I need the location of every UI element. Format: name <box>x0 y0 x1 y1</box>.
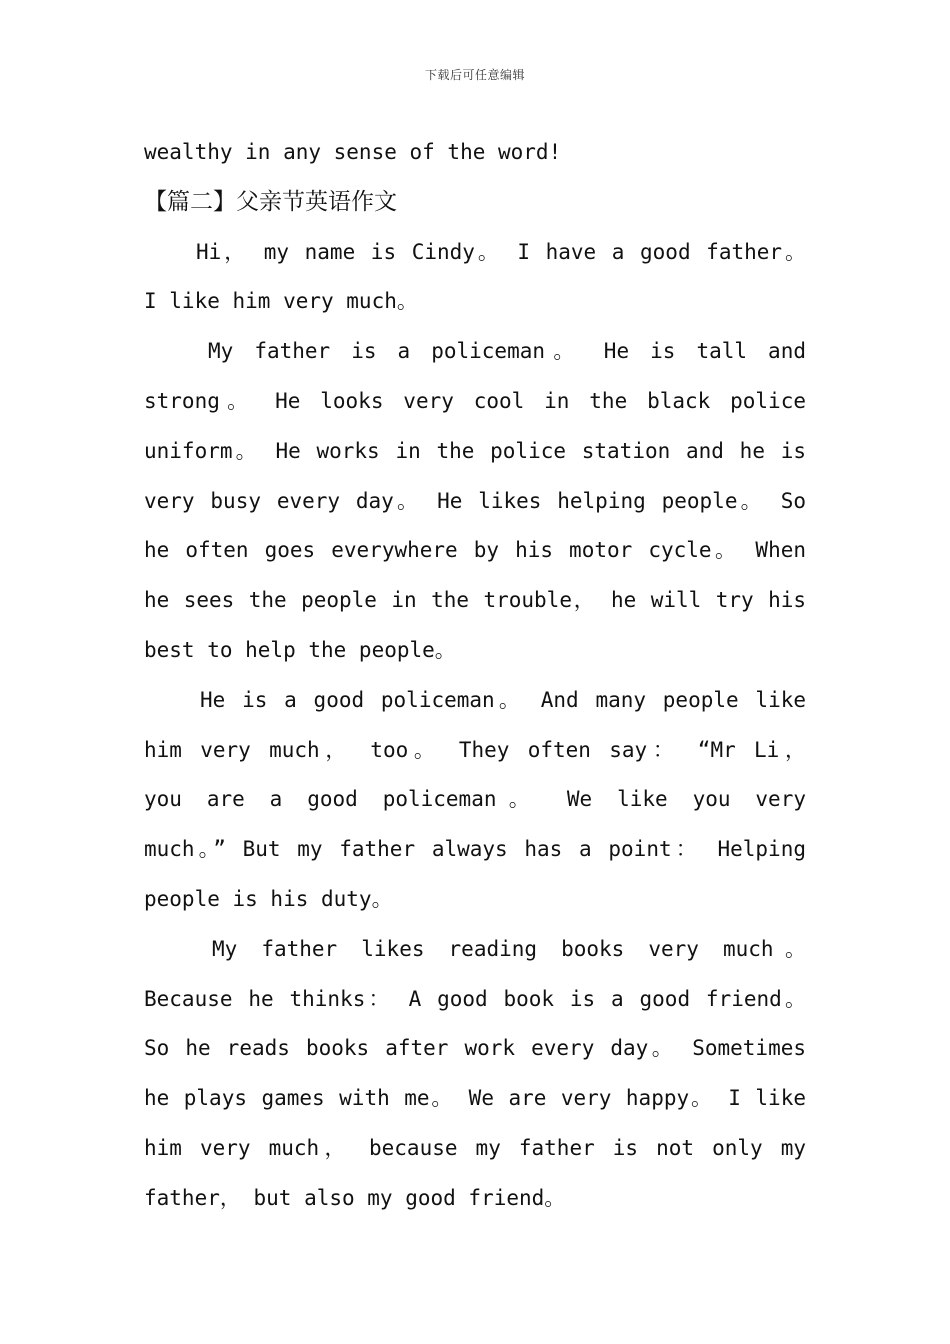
text-line: him very much， too。 They often say： “Mr Li， <box>144 737 806 762</box>
text-line: him very much， because my father is not only my <box>144 1135 806 1160</box>
text-line: He is a good policeman。 And many people like <box>200 687 806 712</box>
text-line: he sees the people in the trouble， he will try his <box>144 588 806 613</box>
text-line: very busy every day。 He likes helping people。 So <box>144 488 806 513</box>
text-line: he plays games with me。 We are very happy。 I like <box>144 1086 806 1111</box>
text-line: Hi， my name is Cindy。 I have a good father。 <box>196 239 806 264</box>
document-body <box>144 128 806 1224</box>
page-header: 下载后可任意编辑 <box>424 68 525 82</box>
text-line: So he reads books after work every day。 Sometimes <box>144 1036 806 1061</box>
text-line: wealthy in any sense of the word! <box>144 140 562 164</box>
text-line: strong。 He looks very cool in the black police <box>144 388 806 413</box>
text-line: he often goes everywhere by his motor cycle。 When <box>144 538 806 563</box>
text-line: My father is a policeman。 He is tall and <box>208 339 806 364</box>
text-line: My father likes reading books very much。 <box>212 936 806 961</box>
text-line: people is his duty。 <box>144 886 393 911</box>
text-line: Because he thinks： A good book is a good friend。 <box>144 986 806 1011</box>
text-line: much。” But my father always has a point： Helping <box>144 837 806 862</box>
text-line: you are a good policeman。 We like you very <box>144 787 806 812</box>
text-line: best to help the people。 <box>144 637 456 662</box>
text-line: father， but also my good friend。 <box>144 1185 566 1210</box>
text-line: uniform。 He works in the police station and he is <box>144 438 806 463</box>
section-heading: 【篇二】父亲节英语作文 <box>144 188 397 215</box>
text-line: I like him very much。 <box>144 289 418 314</box>
